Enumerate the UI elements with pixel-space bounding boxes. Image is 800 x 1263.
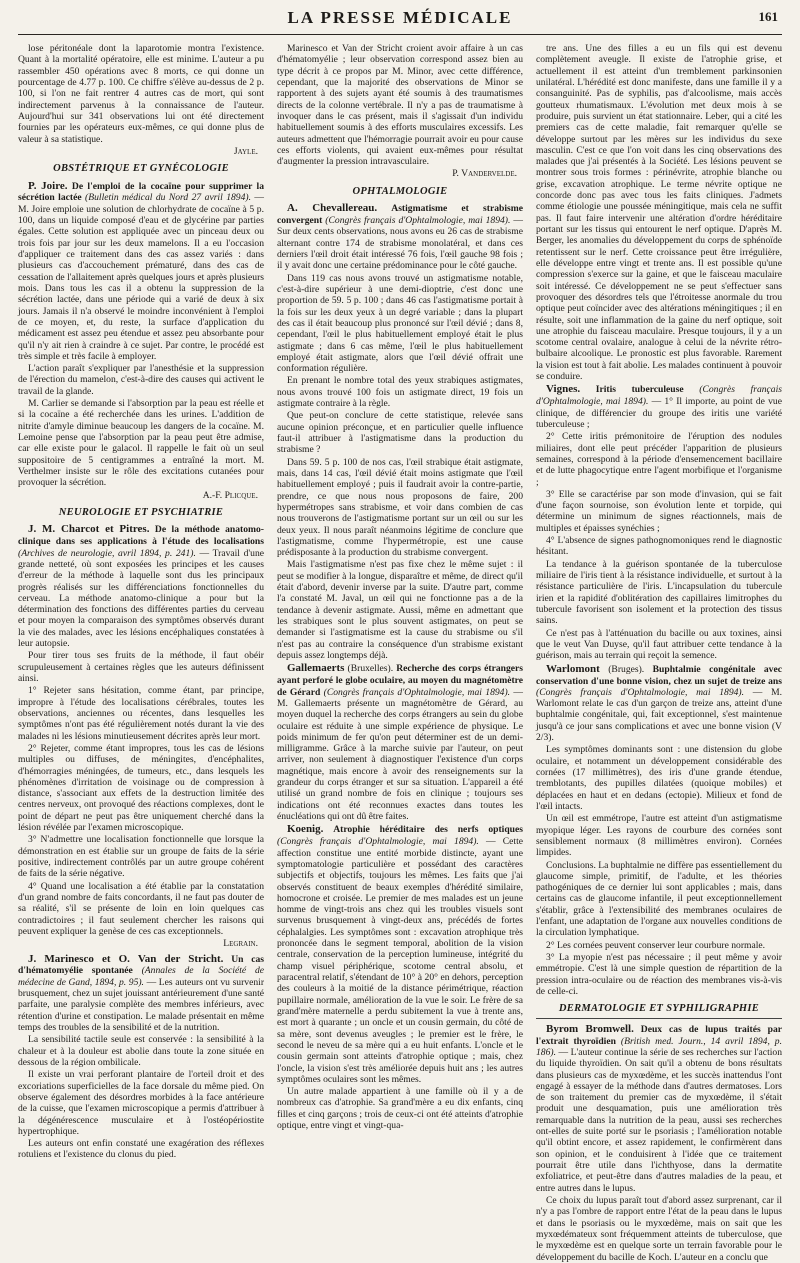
signature: Jayle. bbox=[233, 145, 258, 157]
paragraph: En prenant le nombre total des yeux strabiques astigmates, nous avons trouvé 100 fois un astigmate direct, 19 fois un astigmate contraire à la règle. bbox=[277, 375, 523, 410]
paragraph: 3° La myopie n'est pas nécessaire ; il peut même y avoir emmétropie. C'est là une simple question de répartition de la pression intra-oculaire ou de réaction des membranes vis-à-vis de celle-ci. bbox=[536, 952, 782, 997]
article-source: (Congrès français d'Ophtalmologie, mai 1894). bbox=[277, 836, 479, 848]
article-author: P. Joire. bbox=[28, 179, 68, 192]
paragraph: La tendance à la guérison spontanée de la tuberculose miliaire de l'iris tient à la résistance individuelle, et surtout à la résistance particulière de l'iris. L'incapsulation du tubercule irien et la rapidité d'oblitération des capillaires limitrophes du tubercule favorisent son isolement et la protection des tissus sains. bbox=[536, 558, 782, 627]
article-body: — M. Warlomont relate le cas d'un garçon de treize ans, atteint d'une buphtalmie congénitale, qui, fait exceptionnel, s'est maintenue jusqu'à ce jour sans complications et avec une bonne vision (V 2/3). bbox=[536, 686, 783, 744]
article-title: Astigmatisme et strabisme convergent bbox=[277, 203, 523, 227]
article-author: J. M. Charcot et Pitres. bbox=[28, 523, 150, 536]
article-abstract bbox=[277, 202, 523, 272]
paragraph: Pour tirer tous ses fruits de la méthode, il faut obéir scrupuleusement à certaines règles que les auteurs définissent ainsi. bbox=[18, 650, 264, 684]
article-abstract bbox=[277, 823, 523, 1085]
article-source: (Archives de neurologie, avril 1894, p. 241). bbox=[18, 547, 196, 559]
section-heading: OBSTÉTRIQUE ET GYNÉCOLOGIE bbox=[53, 163, 229, 175]
paragraph: La sensibilité tactile seule est conservée : la sensibilité à la chaleur et à la douleur est abolie dans toute la zone située en dessous de la région ombilicale. bbox=[18, 1034, 264, 1068]
paragraph: L'action paraît s'expliquer par l'anesthésie et la suppression de l'érection du mamelon, c'est-à-dire des causes qui activent le travail de la glande. bbox=[18, 363, 264, 397]
paragraph: lose péritonéale dont la laparotomie montra l'existence. Quant à la mortalité opératoire, elle est minime. L'auteur a pu rassembler 450 opérations avec 8 morts, ce qui donne un pourcentage de 4.77 p. 100. Ce chiffre s'élève au-dessus de 2 p. 100, si l'on ne fait rentrer 4 autres cas de mort, qui sont indirectement parvenus à la connaissance de l'auteur. Aujourd'hui sur 341 observations lui ont été directement fournies par les opérateurs eux-mêmes, ce qui donne plus de valeur à sa statistique. bbox=[18, 43, 264, 145]
page-number: 161 bbox=[758, 9, 778, 24]
article-place: (Bruges). bbox=[608, 663, 645, 675]
signature: A.-F. Plicque. bbox=[202, 489, 258, 501]
article-source: (British med. Journ., 14 avril 1894, p. 186). bbox=[536, 1035, 782, 1058]
paragraph: 2° Rejeter, comme étant impropres, tous les cas de lésions multiples ou diffuses, de méningites, d'encéphalites, d'hémorragies méningées, de tumeurs, etc., dans lesquels les phénomènes d'irritation de voisinage ou de compression à distance, s'associant aux effets de la destruction limitée des centres nerveux, ont provoqué des réactions complexes, dont le point de départ ne peut pas être uniquement cherché dans la lésion révélée par l'examen microscopique. bbox=[18, 742, 264, 834]
section-heading: OPHTALMOLOGIE bbox=[352, 185, 448, 197]
paragraph: 2° Les cornées peuvent conserver leur courbure normale. bbox=[546, 939, 766, 951]
paragraph: M. Carlier se demande si l'absorption par la peau est réelle et si la cocaïne a été recherchée dans les urines. L'addition de nitrite d'amyle diminue beaucoup les dangers de la cocaïne. M. Lemoine pense que l'absorption par la peau peut être admise, car elle existe pour le galacol. Il rappelle le fait où un seul suppositoire de 5 centigrammes a entraîné la mort. M. Verthelmer insiste sur le rôle des excitations cutanées pour provoquer la sécrétion. bbox=[18, 398, 264, 489]
article-source: (Congrès français d'Ophtalmologie, mai 1894). bbox=[325, 215, 511, 227]
article-abstract bbox=[18, 953, 264, 1034]
paragraph: 2° Cette iritis prémonitoire de l'éruption des nodules miliaires, dont elle peut précéder l'apparition de plusieurs semaines, correspond à la période d'ensemencement bacillaire et de lutte phagocytique entre l'agent morbifique et l'organisme ; bbox=[536, 431, 782, 488]
article-source: (Congrès français d'Ophtalmologie, mai 1894). bbox=[536, 686, 745, 698]
article-body: — M. Joire emploie une solution de chlorhydrate de cocaïne à 5 p. 100, dans un liquide composé d'eau et de glycérine par parties égales. Cette solution est appliquée avec un pinceau deux ou trois fois par jour sur les deux mamelons. Il a eu l'occasion d'appliquer ce traitement dans des cas assez variés : dans plusieurs cas d'accouchement prématuré, dans des cas de cessation de l'allaitement après quelques jours et après plusieurs mois. Dans tous les cas il a obtenu la suppression de la sécrétion lactée, dans une période qui a varié de deux à six jours. Jamais il n'a observé le moindre inconvénient à l'emploi de ce moyen, et, du reste, la surface d'application du médicament est assez peu étendue et assez peu absorbante pour qu'il n'y ait rien à craindre à ce sujet. Par contre, le procédé est très simple et très facile à employer. bbox=[18, 192, 264, 362]
paragraph: Un œil est emmétrope, l'autre est atteint d'un astigmatisme myopique léger. Les rayons de courbure des cornées sont sensiblement normaux (8 millimètres environ). Cornées limpides. bbox=[536, 813, 782, 859]
article-title: Un cas d'hématomyélie spontanée bbox=[18, 953, 264, 977]
article-body: — Travail d'une grande netteté, où sont exposées les principes et les causes d'erreur de la méthode à laquelle sont dus les principaux progrès réalisés sur les différenciations fonctionnelles du cerveau. La méthode anatomo-clinique a pour but la détermination des fonctions des différentes parties du cerveau et pour moyen la comparaison des symptômes observés durant la vie des malades, avec les lésions encéphaliques constatées à leur autopsie. bbox=[18, 547, 264, 650]
article-source: (Congrès français d'Ophtalmologie, mai 1894). bbox=[536, 384, 783, 408]
paragraph: 4° Quand une localisation a été établie par la constatation d'un grand nombre de faits concordants, il ne faut pas douter de sa réalité, s'il se présente de loin en loin quelques cas contradictoires ; il faut seulement chercher les raisons qui peuvent expliquer la genèse de ces cas exceptionnels. bbox=[18, 880, 264, 937]
signature: P. Vandervelde. bbox=[452, 168, 517, 180]
text-columns bbox=[18, 43, 783, 1263]
article-title: De la méthode anatomo-clinique dans ses applications à l'étude des localisations bbox=[18, 524, 264, 548]
paragraph: 1° Rejeter sans hésitation, comme étant, par principe, impropre à l'étude des localisations cérébrales, toutes les observations, anciennes ou récentes, dans lesquelles les symptômes n'ont pas été régulièrement notés durant la vie des malades ni les lésions minutieusement décrites après leur mort. bbox=[18, 685, 264, 742]
article-body: — L'auteur continue la série de ses recherches sur l'action du liquide thyroïdien. On sait qu'il a obtenu de bons résultats dans plusieurs cas de myxœdème, et les succès inattendus l'ont engagé à essayer de la méthode dans d'autres dermatoses. Lors de son traitement du premier cas de myxœdème, il s'était produit une desquamation, puis une amélioration très remarquable dans la nutrition de la peau, aussi ses recherches ont-elles de suite porté sur le psoriasis ; l'amélioration notable qu'il obtint encore, et assez rapidement, le confirmèrent dans son opinion, et le conduisirent à l'idée que ce traitement pourrait être utile dans l'ichthyose, dans la dermatite exfoliatrice, et peut-être dans d'autres maladies de la peau, et entre autres dans le lupus. bbox=[536, 1046, 782, 1194]
paragraph: 3° N'admettre une localisation fonctionnelle que lorsque la démonstration en est établie sur un groupe de faits de la série positive, indirectement contrôlés par un autre groupe cohérent de faits de la série négative. bbox=[18, 834, 264, 880]
article-title: Atrophie héréditaire des nerfs optiques bbox=[333, 824, 523, 836]
column-middle bbox=[277, 43, 523, 1161]
article-body: — Les auteurs ont vu survenir brusquement, chez un sujet jouissant antérieurement d'une santé parfaite, une paralysie complète des membres inférieurs, avec rétention d'urine et constipation. Le malade présentait en même temps des troubles de la sensibilité et de la nutrition. bbox=[18, 976, 265, 1034]
article-body: — Sur deux cents observations, nous avons eu 26 cas de strabisme alternant contre 174 de strabisme monolatéral, et dans ces derniers l'œil droit était intéressé 76 fois, l'œil gauche 98 fois ; il y avait donc une certaine prédominance pour le côté gauche. bbox=[277, 215, 523, 272]
paragraph: Dans 59. 5 p. 100 de nos cas, l'œil strabique était astigmate, mais, dans 14 cas, l'œil dévié était moins astigmate que l'œil habituellement employé ; puis il faudrait avoir la contre-partie, prendre, ce que nous nous proposons de faire, 200 hypermétropes sans strabisme, et voir dans combien de cas nous trouverons de l'astigmatisme portant sur un œil ou sur les deux yeux. Il nous paraît néanmoins légitime de conclure que l'astigmatisme, comme l'hypermétropie, est une cause prédisposante à la production du strabisme convergent. bbox=[277, 456, 523, 559]
article-author: Warlomont bbox=[546, 662, 600, 675]
paragraph: Dans 119 cas nous avons trouvé un astigmatisme notable, c'est-à-dire supérieur à une demi-dioptrie, c'est donc une proportion de 59. 5 p. 100 ; dans 46 cas l'astigmatisme portait à la fois sur les deux yeux à un degré variable ; dans la plupart des cas il était beaucoup plus prononcé sur l'œil dévié ; dans 8, cependant, l'œil le plus habituellement employé était le plus astigmate ; dans 6 cas même, l'œil le plus habituellement employé était astigmate, alors que l'œil dévié offrait une conformation régulière. bbox=[277, 272, 523, 375]
article-title: Deux cas de lupus traités par l'extrait thyroïdien bbox=[536, 1023, 783, 1047]
column-left bbox=[18, 43, 264, 1161]
article-source: (Annales de la Société de médecine de Gand, 1894, p. 95). bbox=[18, 965, 264, 988]
paragraph: Il existe un vrai perforant plantaire de l'orteil droit et des excoriations superficielles de la face dorsale du même pied. On observe également des désordres morbides à la face antérieure de la cuisse, que l'examen microscopique a permis d'attribuer à la dégénérescence musculaire et à l'ostéopériostite hypertrophique. bbox=[18, 1069, 264, 1137]
paragraph: Les auteurs ont enfin constaté une exagération des réflexes rotuliens et l'existence du clonus du pied. bbox=[18, 1138, 264, 1161]
paragraph: 4° L'absence de signes pathognomoniques rend le diagnostic hésitant. bbox=[536, 535, 782, 558]
article-title: Buphtalmie congénitale avec conservation d'une bonne vision, chez un sujet de treize ans bbox=[536, 663, 782, 687]
article-place: (Bruxelles). bbox=[347, 663, 394, 675]
paragraph: 3° Elle se caractérise par son mode d'invasion, qui se fait d'une façon sournoise, son évolution lente et torpide, qui détermine un minimum de signes réactionnels, mais de multiples et épaisses synéchies ; bbox=[536, 488, 782, 534]
article-title: De l'emploi de la cocaïne pour supprimer la sécrétion lactée bbox=[18, 180, 264, 204]
paragraph: Que peut-on conclure de cette statistique, relevée sans aucune opinion préconçue, et en particulier quelle influence faut-il attribuer à l'astigmatisme dans la production du strabisme ? bbox=[277, 410, 523, 456]
article-author: Koenig. bbox=[287, 823, 324, 836]
column-right bbox=[536, 43, 783, 1263]
article-abstract bbox=[277, 662, 523, 822]
article-source: (Congrès français d'Ophtalmologie, mai 1894). bbox=[323, 686, 511, 698]
journal-title: LA PRESSE MÉDICALE bbox=[287, 8, 513, 27]
article-author: Byrom Bromwell. bbox=[546, 1022, 634, 1035]
article-author: Vignes. bbox=[546, 383, 581, 396]
article-body: — 1° Il importe, au point de vue clinique, de différencier du groupe des iritis une variété tuberculeuse ; bbox=[536, 396, 782, 430]
paragraph: tre ans. Une des filles a eu un fils qui est devenu complètement aveugle. Il existe de l'atrophie grise, et actuellement il est atteint d'un tremblement parkinsonien unilatéral. L'hérédité est donc manifeste, dans une famille il y a consanguinité. Pas de syphilis, pas d'alcoolisme, mais accès goutteux rhumatismaux. L'évolution met deux mois à se produire, puis survient un état stationnaire. Leber, qui a cité les premiers cas de cette maladie, fait remarquer qu'elle se développe surtout par les mères sur les individus du sexe masculin. C'est ce que l'on voit dans les cinq observations des malades que j'ai présentés à la Société. Les lésions peuvent se montrer sous trois formes : périnévrite, atrophie blanche ou grise, excavation atrophique. Le terme névrite optique ne concorde donc pas avec tous les faits cliniques. J'admets comme étiologie une poussée méningitique, mais cela ne suffit pas. Il faut faire intervenir une altération d'ordre héréditaire portant sur les tissus qui entourent le nerf optique. D'après M. Berger, les anomalies du développement du corps de sphénoïde retentissent sur le nerf. Cette croissance peut être irrégulière, elle développe entre vingt et trente ans. Il est possible qu'une compression s'exerce sur la gaine, et que le faisceau maculaire soit intéressé. Ce développement ne se peut s'effectuer sans provoquer des désordres tels que l'étroitesse anormale du trou optique peut coïncider avec des altérations méningitiques ; il en résulte, soit une inflammation de la gaine du nerf optique, soit une atrophie du faisceau maculaire. Presque toujours, il y a un scotome central ovalaire, analogue à celui de la névrite rétro-bulbaire alcoolique. Le pronostic est plus favorable. Rarement la vision est tout à fait abolie. Les malades continuent à pouvoir se conduire. bbox=[536, 43, 782, 383]
article-abstract bbox=[536, 663, 782, 744]
article-author: Gallemaerts bbox=[287, 662, 345, 675]
article-author: J. Marinesco et O. Van der Stricht. bbox=[28, 952, 224, 965]
section-heading: NEUROLOGIE ET PSYCHIATRIE bbox=[58, 506, 224, 518]
article-title: Iritis tuberculeuse bbox=[595, 384, 684, 396]
article-abstract bbox=[18, 523, 264, 649]
paragraph: Les symptômes dominants sont : une distension du globe oculaire, et notamment un développement considérable des cornées (17 millimètres), des iris d'une grande étendue, tremblotants, des pupilles dilatées (quoique mobiles) et déplacées en haut et en dedans (ectopie). Milieux et fond de l'œil intacts. bbox=[536, 744, 782, 812]
article-abstract bbox=[536, 1023, 782, 1194]
paragraph: Un autre malade appartient à une famille où il y a de nombreux cas d'atrophie. Sa grand'mère a eu dix enfants, cinq filles et cinq garçons ; trois de ceux-ci ont été atteints d'atrophie optique, entre vingt et vingt-qua- bbox=[277, 1086, 523, 1132]
section-heading: DERMATOLOGIE ET SYPHILIGRAPHIE bbox=[536, 1003, 782, 1018]
signature: Legrain. bbox=[223, 938, 258, 950]
masthead bbox=[18, 0, 782, 35]
paragraph: Ce n'est pas à l'atténuation du bacille ou aux toxines, ainsi que le veut Van Duyse, qu'il faut attribuer cette tendance à la guérison, mais au terrain qui reçoit la semence. bbox=[536, 627, 782, 662]
article-author: A. Chevallereau. bbox=[287, 202, 378, 215]
article-body: — M. Gallemaerts présente un magnétomètre de Gérard, au moyen duquel la recherche des corps étrangers au sein du globe oculaire est réduite à une simple expérience de physique. Le poids minimum de fer qu'on peut déterminer est de un demi-milligramme. Grâce à la marche suivie par l'auteur, on peut arriver, non seulement à diagnostiquer l'existence d'un corps magnétique, mais encore à avoir des renseignements sur la grandeur du corps étranger et sur sa situation. L'appareil a été utilisé un grand nombre de fois en clinique ; toujours ses indications ont été reconnues exactes dans toutes les énucléations qui ont dû être faites. bbox=[277, 686, 523, 822]
article-source: (Bulletin médical du Nord 27 avril 1894). bbox=[85, 192, 251, 204]
article-abstract bbox=[18, 180, 264, 363]
article-title: Recherche des corps étrangers ayant perforé le globe oculaire, au moyen du magnétomètre de Gérard bbox=[277, 663, 524, 698]
article-abstract bbox=[536, 383, 782, 430]
paragraph: Conclusions. La buphtalmie ne diffère pas essentiellement du glaucome simple, primitif, de l'adulte, et les théories pathogéniques de ce dernier lui sont applicables ; mais, dans certains cas de glaucome infantile, il peut exceptionnellement s'établir, grâce à l'extensibilité des membranes oculaires de l'enfant, une adaptation de l'organe aux nouvelles conditions de la circulation lymphatique. bbox=[536, 859, 782, 939]
article-body: — Cette affection constitue une entité morbide distincte, ayant une symptomatologie particulière et possédant des caractères subjectifs et objectifs, toujours les mêmes. Les faits que j'ai observés constituent de beaux exemples d'hérédité similaire, homocrone et croisée. Le premier de mes malades est un jeune homme de vingt-trois ans chez qui les troubles visuels sont survenus brusquement à vingt-deux ans, précédés de fortes céphalalgies. Les symptômes sont : excavation atrophique très prononcée dans le segment temporal, abolition de la vision centrale, conservation de la perception lumineuse, intégrité du champ visuel périphérique, scotome central absolu, et paracentral relatif, s'étendant de 10° à 20° en dehors, perception des couleurs à la moitié de la distance périmétrique, réaction pupillaire normale, amélioration de la vue le soir. Le frère de sa grand'mère maternelle a perdu subitement la vue à trente ans, est mort à quarante ; un oncle et un cousin germain, du côté de sa mère, sont devenus aveugles ; le premier est le frère, le second le neveu de sa mère qui a eu huit enfants. L'oncle et le cousin germain sont atteints d'atrophie optique ; mais, chez l'oncle, la vision s'est très améliorée depuis huit ans ; les autres symptômes oculaires sont les mêmes. bbox=[277, 836, 523, 1085]
paragraph: Marinesco et Van der Stricht croient avoir affaire à un cas d'hématomyélie ; leur observation correspond assez bien au type décrit à ce propos par M. Minor, avec cette différence, cependant, que la majorité des observations de Minor se rapportent à des sujets ayant été soumis à des traumatismes directs de la colonne vertébrale. Il n'y a pas de traumatisme à invoquer dans le cas présent, mais il s'agissait d'un individu habituellement soumis à des efforts musculaires excessifs. Les auteurs admettent que l'hémorragie pourrait avoir eu pour cause ces efforts violents, qui avaient eux-mêmes pour résultat d'augmenter la pression intravasculaire. bbox=[277, 43, 523, 168]
paragraph: Mais l'astigmatisme n'est pas fixe chez le même sujet : il peut se modifier à la longue, disparaître et même, de direct qu'il était d'abord, devenir inverse par la suite. D'autre part, comme l'a constaté M. Javal, un œil qui ne fonctionne pas a de la tendance à devenir astigmate. Aussi, même en admettant que les strabiques sont le plus souvent astigmates, on peut se demander si l'astigmatisme est la cause du strabisme ou s'il n'est pas au contraire la conséquence d'un strabisme existant depuis assez longtemps déjà. bbox=[277, 559, 523, 661]
paragraph: Ce choix du lupus paraît tout d'abord assez surprenant, car il n'y a pas l'ombre de rapport entre l'état de la peau dans le lupus et dans le psoriasis ou le myxœdème, mais on sait que les myxœdémateux sont fréquemment atteints de tuberculose, que le myxœdème est en quelque sorte un terrain favorable pour le développement du bacille de Koch. L'auteur en a conclu que bbox=[536, 1194, 782, 1263]
